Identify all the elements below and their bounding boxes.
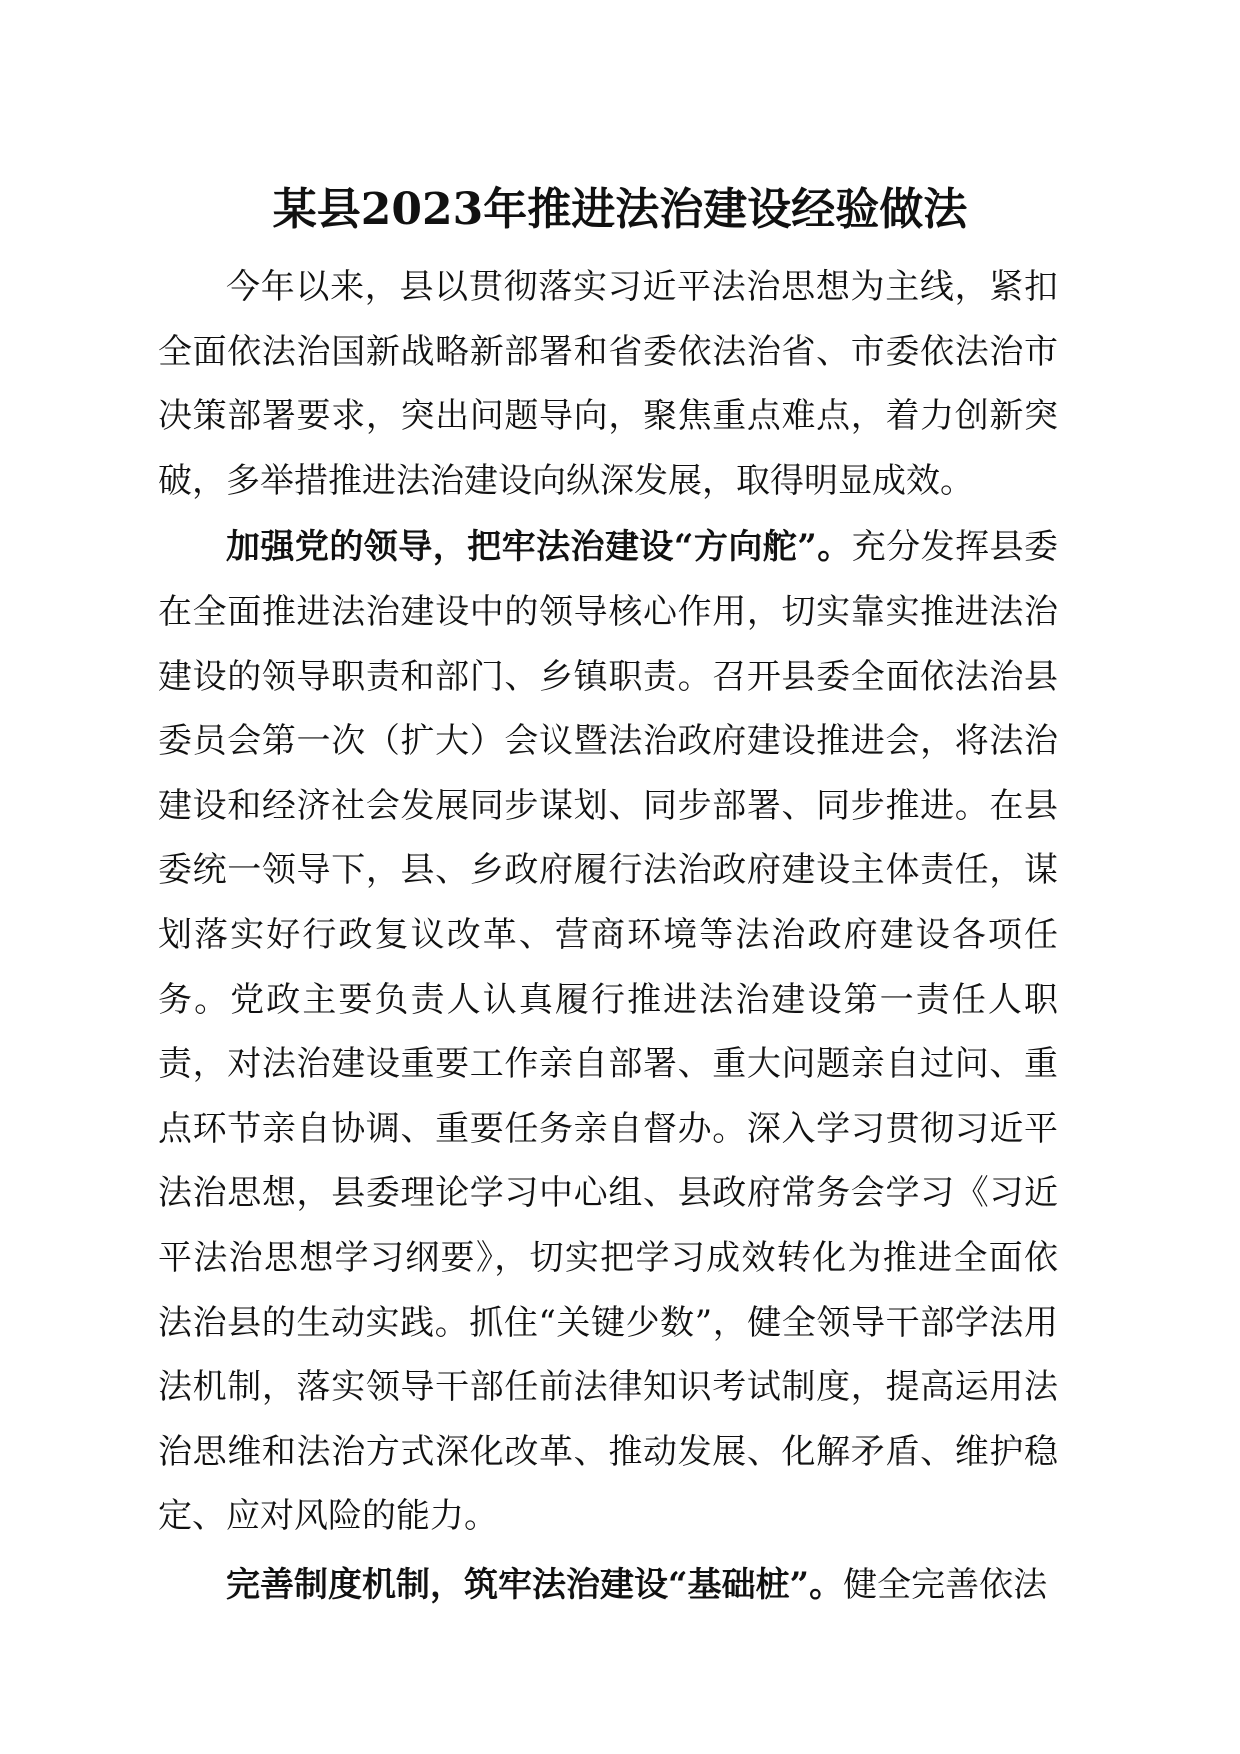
- paragraph-lead: 完善制度机制，筑牢法治建设“基础桩”。: [226, 1564, 844, 1605]
- paragraph-text: 充分发挥县委在全面推进法治建设中的领导核心作用，切实靠实推进法治建设的领导职责和部门、乡镇职责。召开县委全面依法治县委员会第一次（扩大）会议暨法治政府建设推进会，将法治建设和经济社会发展同步谋划、同步部署、同步推进。在县委统一领导下，县、乡政府履行法治政府建设主体责任，谋划落实好行政复议改革、营商环境等法治政府建设各项任务。党政主要负责人认真履行推进法治建设第一责任人职责，对法治建设重要工作亲自部署、重大问题亲自过问、重点环节亲自协调、重要任务亲自督办。深入学习贯彻习近平法治思想，县委理论学习中心组、县政府常务会学习《习近平法治思想学习纲要》，切实把学习成效转化为推进全面依法治县的生动实践。抓住“关键少数”，健全领导干部学法用法机制，落实领导干部任前法律知识考试制度，提高运用法治思维和法治方式深化改革、推动发展、化解矛盾、维护稳定、应对风险的能力。: [158, 527, 1058, 1537]
- paragraph-text: 健全完善依法: [843, 1564, 1048, 1605]
- paragraph-institutional-mechanism: [158, 1553, 1058, 1618]
- document-title: 某县2023年推进法治建设经验做法: [272, 184, 968, 235]
- paragraph-party-leadership: [158, 515, 1058, 1549]
- paragraph-lead: 加强党的领导，把牢法治建设“方向舵”。: [226, 527, 852, 568]
- paragraph-text: 今年以来，县以贯彻落实习近平法治思想为主线，紧扣全面依法治国新战略新部署和省委依法治省、市委依法治市决策部署要求，突出问题导向，聚焦重点难点，着力创新突破，多举措推进法治建设向纵深发展，取得明显成效。: [158, 267, 1058, 501]
- document-body: [158, 255, 1058, 1617]
- paragraph-intro: [158, 255, 1058, 513]
